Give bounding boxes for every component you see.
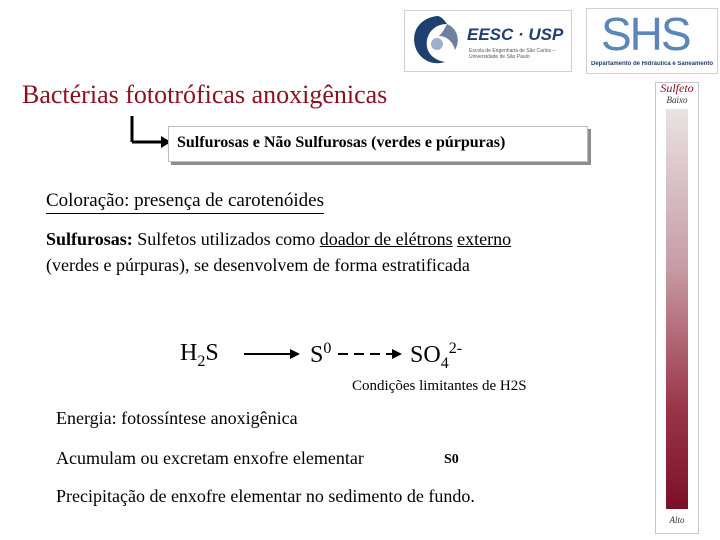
- sulfeto-bar: [655, 82, 699, 534]
- shs-subtext: Departamento de Hidráulica e Saneamento: [591, 61, 714, 67]
- eq-so4-sub: 4: [440, 354, 449, 372]
- equation-h2s: [180, 340, 219, 371]
- sulfurosas-text-1: Sulfetos utilizados como: [132, 229, 320, 249]
- eesc-usp-logo: [404, 10, 572, 72]
- sulfurosas-paragraph: [46, 226, 566, 278]
- condicoes-text: Condições limitantes de H2S: [352, 378, 527, 394]
- connector-arrow-icon: [124, 112, 174, 152]
- sulfurosas-underlined-1: doador de elétrons: [319, 229, 453, 249]
- s0-small-text: S0: [444, 452, 459, 467]
- eq-so4-sup: 2-: [448, 340, 463, 357]
- eesc-usp-subtext: Escola de Engenharia de São Carlos – Universidade de São Paulo: [469, 48, 556, 60]
- shs-logo: [586, 8, 718, 74]
- subtitle-box: [168, 126, 588, 162]
- eq-so4-so: SO: [410, 342, 441, 368]
- precipitacao-text: Precipitação de enxofre elementar no sedimento de fundo.: [56, 486, 475, 506]
- sulfeto-bottom-label: Alto: [669, 515, 685, 525]
- equation-s0: [310, 340, 331, 369]
- sulfeto-top-label: Baixo: [666, 95, 688, 105]
- coloracao-label: Coloração: presença de carotenóides: [46, 190, 324, 214]
- eq-s0-sup: 0: [323, 340, 332, 357]
- shs-text: SHS: [601, 8, 690, 60]
- sulfeto-gradient: [666, 109, 688, 509]
- subtitle-text: Sulfurosas e Não Sulfurosas (verdes e púrpuras): [177, 134, 506, 151]
- acumulam-text: Acumulam ou excretam enxofre elementar: [56, 448, 364, 468]
- eq-h2s-h: H: [180, 340, 198, 366]
- eq-s0-s: S: [310, 342, 324, 368]
- eesc-emblem-icon: [407, 12, 467, 70]
- sulfurosas-text-2: (verdes e púrpuras), se desenvolvem de forma estratificada: [46, 255, 470, 275]
- eq-h2s-s: S: [205, 340, 219, 366]
- equation-so4: [410, 340, 462, 373]
- sulfurosas-underlined-2: externo: [457, 229, 512, 249]
- equation-arrow-icon: [242, 347, 302, 361]
- energia-text: Energia: fotossíntese anoxigênica: [56, 408, 298, 428]
- sulfurosas-label: Sulfurosas:: [46, 229, 133, 249]
- coloracao-text: [46, 190, 324, 212]
- eq-h2s-sub: 2: [197, 352, 206, 370]
- eesc-usp-text: EESC · USP: [467, 25, 564, 44]
- slide-title: Bactérias fototróficas anoxigênicas: [22, 80, 388, 109]
- dashed-arrow-icon: [336, 347, 406, 361]
- sulfeto-label: Sulfeto: [660, 81, 694, 95]
